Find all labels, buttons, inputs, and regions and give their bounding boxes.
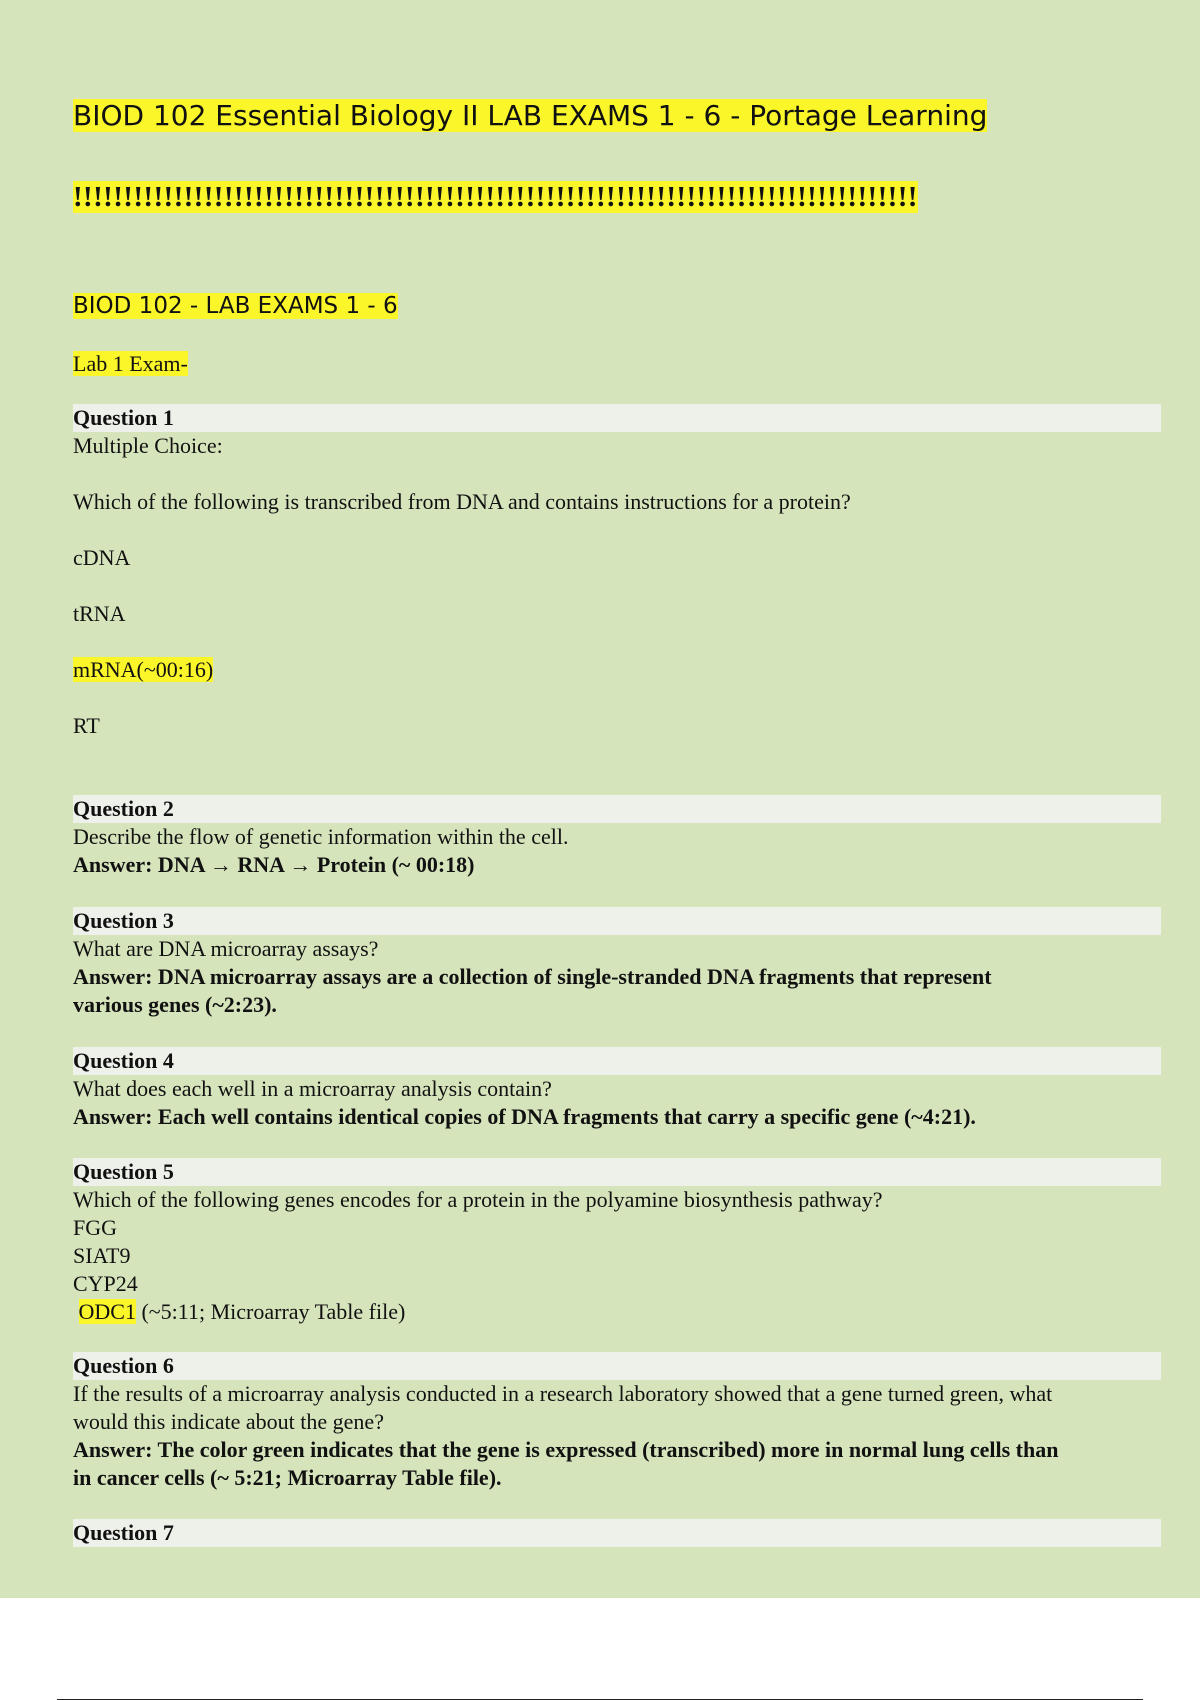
question-type: Multiple Choice: bbox=[73, 433, 223, 458]
answer-line-2: in cancer cells (~ 5:21; Microarray Table file). bbox=[73, 1465, 502, 1490]
question-prompt-line-1: If the results of a microarray analysis conducted in a research laboratory showed that a gene turned green, what bbox=[73, 1381, 1053, 1406]
option-rt: RT bbox=[73, 713, 100, 738]
question-1 bbox=[73, 404, 1161, 768]
option-fgg: FGG bbox=[73, 1215, 118, 1240]
question-heading: Question 1 bbox=[73, 404, 1161, 432]
question-prompt-line-2: would this indicate about the gene? bbox=[73, 1409, 384, 1434]
question-5 bbox=[73, 1158, 1161, 1326]
question-heading: Question 3 bbox=[73, 907, 1161, 935]
question-prompt: What are DNA microarray assays? bbox=[73, 936, 379, 961]
question-prompt: Which of the following is transcribed from DNA and contains instructions for a protein? bbox=[73, 489, 851, 514]
question-heading: Question 5 bbox=[73, 1158, 1161, 1186]
option-siat9: SIAT9 bbox=[73, 1243, 131, 1268]
question-heading: Question 6 bbox=[73, 1352, 1161, 1380]
answer-line-1: Answer: DNA microarray assays are a collection of single-stranded DNA fragments that represent bbox=[73, 964, 992, 989]
question-7 bbox=[73, 1519, 1161, 1547]
option-trna: tRNA bbox=[73, 601, 126, 626]
exclamation-banner: !!!!!!!!!!!!!!!!!!!!!!!!!!!!!!!!!!!!!!!!!!!!!!!!!!!!!!!!!!!!!!!!!!!!!!!!!!!!!!!!!!!! bbox=[73, 181, 918, 213]
answer-line-1: Answer: The color green indicates that the gene is expressed (transcribed) more in normal lung cells than bbox=[73, 1437, 1059, 1462]
document-subtitle: BIOD 102 - LAB EXAMS 1 - 6 bbox=[73, 293, 398, 319]
question-2 bbox=[73, 795, 1161, 879]
question-4 bbox=[73, 1047, 1161, 1131]
question-3 bbox=[73, 907, 1161, 1019]
question-heading: Question 4 bbox=[73, 1047, 1161, 1075]
question-heading: Question 2 bbox=[73, 795, 1161, 823]
question-6 bbox=[73, 1352, 1161, 1492]
answer: Answer: Each well contains identical copies of DNA fragments that carry a specific gene (~4:21). bbox=[73, 1104, 976, 1129]
option-cdna: cDNA bbox=[73, 545, 131, 570]
option-mrna-correct: mRNA(~00:16) bbox=[73, 657, 214, 682]
question-prompt: What does each well in a microarray analysis contain? bbox=[73, 1076, 552, 1101]
answer-line-2: various genes (~2:23). bbox=[73, 992, 277, 1017]
question-prompt: Describe the flow of genetic information within the cell. bbox=[73, 824, 569, 849]
question-prompt: Which of the following genes encodes for a protein in the polyamine biosynthesis pathway? bbox=[73, 1187, 883, 1212]
question-heading: Question 7 bbox=[73, 1519, 1161, 1547]
lab-label: Lab 1 Exam- bbox=[73, 351, 188, 376]
answer: Answer: DNA → RNA → Protein (~ 00:18) bbox=[73, 852, 475, 877]
option-cyp24: CYP24 bbox=[73, 1271, 138, 1296]
option-odc1-correct: ODC1 (~5:11; Microarray Table file) bbox=[78, 1299, 406, 1324]
document-title: BIOD 102 Essential Biology II LAB EXAMS 1 - 6 - Portage Learning bbox=[73, 99, 988, 132]
